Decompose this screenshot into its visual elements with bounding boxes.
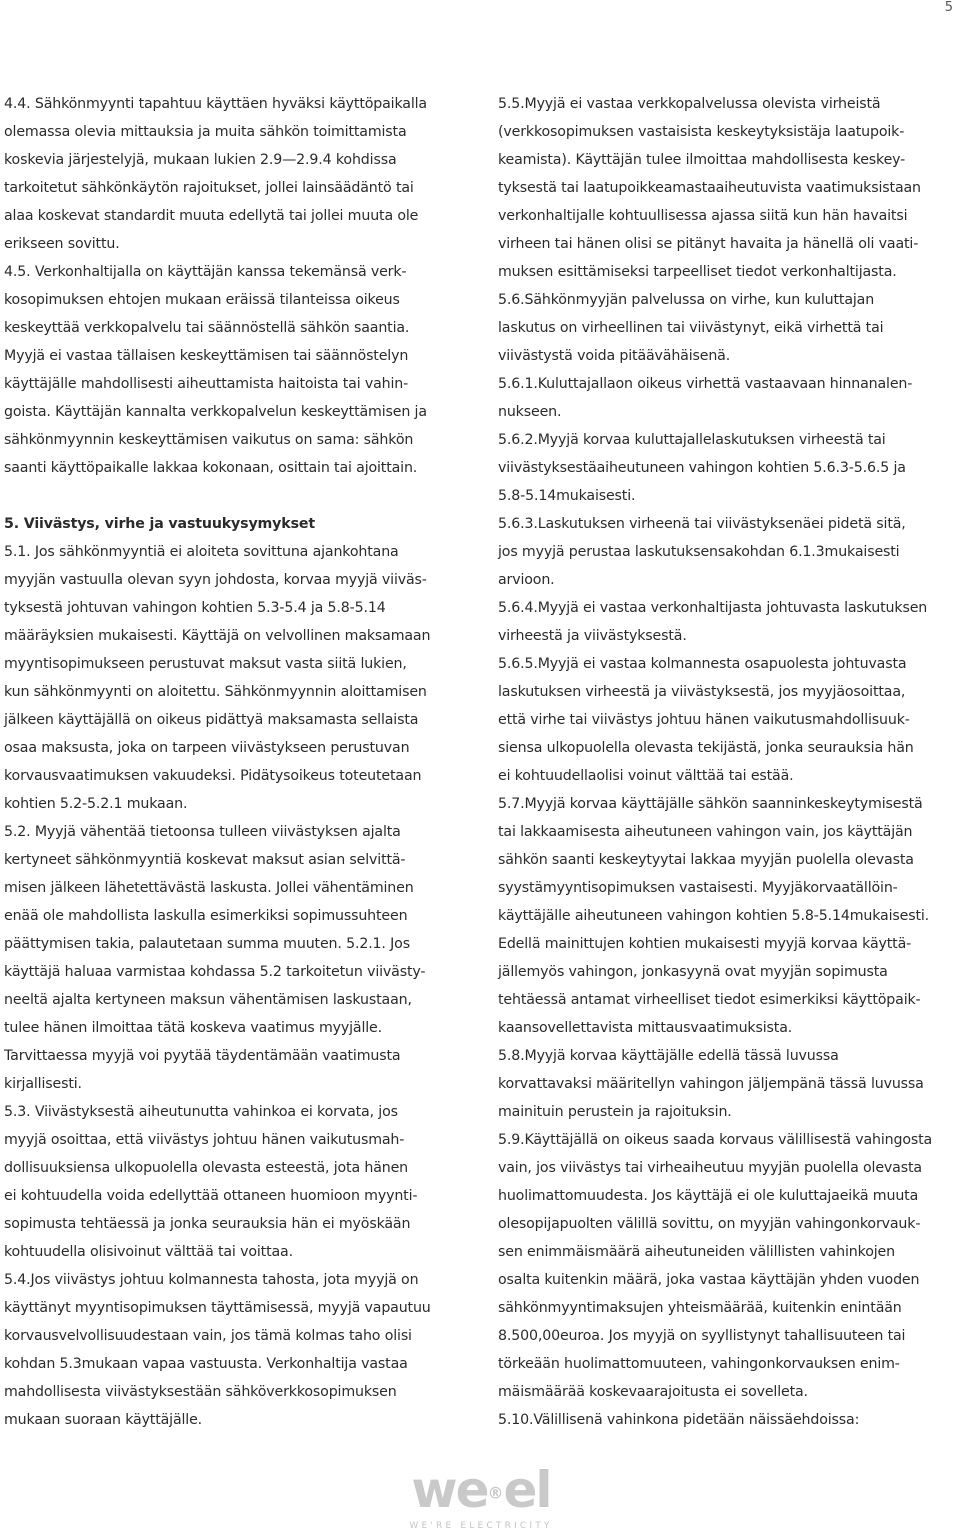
text-line: goista. Käyttäjän kannalta verkkopalvelun keskeyttämisen ja [4, 404, 427, 420]
text-line: osaa maksusta, joka on tarpeen viivästykseen perustuvan [4, 740, 410, 756]
text-line: käyttänyt myyntisopimuksen täyttämisessä, myyjä vapautuu [4, 1300, 431, 1316]
text-line: tarkoitetut sähkönkäytön rajoitukset, jollei lainsäädäntö tai [4, 180, 414, 196]
text-line: kirjallisesti. [4, 1076, 82, 1092]
text-line: (verkkosopimuksen vastaisista keskeytyksistäja laatupoik- [498, 124, 905, 140]
right-column [498, 90, 958, 1434]
text-line: tai lakkaamisesta aiheutuneen vahingon vain, jos käyttäjän [498, 824, 913, 840]
text-line: syystämyyntisopimuksen vastaisesti. Myyjäkorvaatällöin- [498, 880, 898, 896]
company-logo [408, 1461, 554, 1531]
text-line: jällemyös vahingon, jonkasyynä ovat myyjän sopimusta [498, 964, 888, 980]
text-line: koskevia järjestelyjä, mukaan lukien 2.9—2.9.4 kohdissa [4, 152, 397, 168]
text-line: käyttäjälle aiheutuneen vahingon kohtien 5.8-5.14mukaisesti. [498, 908, 930, 924]
text-line: korvattavaksi määritellyn vahingon jäljempänä tässä luvussa [498, 1076, 924, 1092]
text-line: 5.9.Käyttäjällä on oikeus saada korvaus välillisestä vahingosta [498, 1132, 933, 1148]
text-line: sen enimmäismäärä aiheutuneiden välillisten vahinkojen [498, 1244, 895, 1260]
text-line: dollisuuksiensa ulkopuolella olevasta esteestä, jota hänen [4, 1160, 409, 1176]
text-line: olesopijapuolten välillä sovittu, on myyjän vahingonkorvauk- [498, 1216, 921, 1232]
text-line: määräyksien mukaisesti. Käyttäjä on velvollinen maksamaan [4, 628, 431, 644]
text-line: vain, jos viivästys tai virheaiheutuu myyjän puolella olevasta [498, 1160, 922, 1176]
text-line: jos myyjä perustaa laskutuksensakohdan 6.1.3mukaisesti [498, 544, 900, 560]
text-line: keskeyttää verkkopalvelu tai säännöstellä sähkön saantia. [4, 320, 410, 336]
text-line: että virhe tai viivästys johtuu hänen vaikutusmahdollisuuk- [498, 712, 910, 728]
text-line: virheen tai hänen olisi se pitänyt havaita ja hänellä oli vaati- [498, 236, 919, 252]
text-line: myyjän vastuulla olevan syyn johdosta, korvaa myyjä viiväs- [4, 572, 427, 588]
text-line: Myyjä ei vastaa tällaisen keskeyttämisen tai säännöstelyn [4, 348, 409, 364]
text-line: sähkön saanti keskeytyytai lakkaa myyjän puolella olevasta [498, 852, 914, 868]
text-line: 5.3. Viivästyksestä aiheutunutta vahinkoa ei korvata, jos [4, 1104, 398, 1120]
text-line: 5.5.Myyjä ei vastaa verkkopalvelussa olevista virheistä [498, 96, 881, 112]
text-line: kosopimuksen ehtojen mukaan eräissä tilanteissa oikeus [4, 292, 400, 308]
text-line: kohtuudella olisivoinut välttää tai voittaa. [4, 1244, 293, 1260]
text-line: 5.6.4.Myyjä ei vastaa verkonhaltijasta johtuvasta laskutuksen [498, 600, 928, 616]
text-line: mäismäärää koskevaarajoitusta ei sovelleta. [498, 1384, 808, 1400]
text-line: kohtien 5.2-5.2.1 mukaan. [4, 796, 188, 812]
section-heading: 5. Viivästys, virhe ja vastuukysymykset [4, 516, 315, 532]
text-line: ei kohtuudellaolisi voinut välttää tai estää. [498, 768, 794, 784]
text-line: 5.10.Välillisenä vahinkona pidetään näissäehdoissa: [498, 1412, 860, 1428]
text-line: laskutus on virheellinen tai viivästynyt, eikä virhettä tai [498, 320, 884, 336]
text-line: käyttäjä haluaa varmistaa kohdassa 5.2 tarkoitetun viivästy- [4, 964, 426, 980]
text-line: misen jälkeen lähetettävästä laskusta. Jollei vähentäminen [4, 880, 414, 896]
text-line: kaansovellettavista mittausvaatimuksista. [498, 1020, 793, 1036]
logo-mark: we®el [411, 1461, 551, 1519]
text-line: alaa koskevat standardit muuta edellytä tai jollei muuta ole [4, 208, 419, 224]
text-line: huolimattomuudesta. Jos käyttäjä ei ole kuluttajaeikä muuta [498, 1188, 919, 1204]
text-line: mukaan suoraan käyttäjälle. [4, 1412, 203, 1428]
text-line: muksen esittämiseksi tarpeelliset tiedot verkonhaltijasta. [498, 264, 897, 280]
text-line: viivästystä voida pitäävähäisenä. [498, 348, 731, 364]
text-line: olemassa olevia mittauksia ja muita sähkön toimittamista [4, 124, 407, 140]
text-line: 5.7.Myyjä korvaa käyttäjälle sähkön saanninkeskeytymisestä [498, 796, 923, 812]
text-line [4, 482, 466, 510]
text-line: mainituin perustein ja rajoituksin. [498, 1104, 732, 1120]
text-line: 5.6.1.Kuluttajallaon oikeus virhettä vastaavaan hinnanalen- [498, 376, 913, 392]
text-line: virheestä ja viivästyksestä. [498, 628, 687, 644]
text-line: jälkeen käyttäjällä on oikeus pidättyä maksamasta sellaista [4, 712, 419, 728]
text-line: 5.6.5.Myyjä ei vastaa kolmannesta osapuolesta johtuvasta [498, 656, 907, 672]
text-line: enää ole mahdollista laskulla esimerkiksi sopimussuhteen [4, 908, 408, 924]
text-line: korvausvelvollisuudestaan vain, jos tämä kolmas taho olisi [4, 1328, 412, 1344]
text-line: kun sähkönmyynti on aloitettu. Sähkönmyynnin aloittamisen [4, 684, 427, 700]
page-number: 5 [944, 0, 953, 15]
text-line: myyjä osoittaa, että viivästys johtuu hänen vaikutusmah- [4, 1132, 405, 1148]
text-line: kohdan 5.3mukaan vapaa vastuusta. Verkonhaltija vastaa [4, 1356, 408, 1372]
text-line: keamista). Käyttäjän tulee ilmoittaa mahdollisesta keskey- [498, 152, 906, 168]
text-line: 5.2. Myyjä vähentää tietoonsa tulleen viivästyksen ajalta [4, 824, 401, 840]
text-line: käyttäjälle mahdollisesti aiheuttamista haitoista tai vahin- [4, 376, 409, 392]
text-line: sopimusta tehtäessä ja jonka seurauksia hän ei myöskään [4, 1216, 411, 1232]
text-line: arvioon. [498, 572, 555, 588]
text-line: mahdollisesta viivästyksestään sähköverkkosopimuksen [4, 1384, 397, 1400]
text-line: tehtäessä antamat virheelliset tiedot esimerkiksi käyttöpaik- [498, 992, 921, 1008]
text-line: tulee hänen ilmoittaa tätä koskeva vaatimus myyjälle. [4, 1020, 382, 1036]
text-line: 5.4.Jos viivästys johtuu kolmannesta tahosta, jota myyjä on [4, 1272, 419, 1288]
text-line: 5.6.2.Myyjä korvaa kuluttajallelaskutuksen virheestä tai [498, 432, 886, 448]
text-line: päättymisen takia, palautetaan summa muuten. 5.2.1. Jos [4, 936, 410, 952]
text-line: verkonhaltijalle kohtuullisessa ajassa siitä kun hän havaitsi [498, 208, 908, 224]
text-line: korvausvaatimuksen vakuudeksi. Pidätysoikeus toteutetaan [4, 768, 422, 784]
text-line: 8.500,00euroa. Jos myyjä on syyllistynyt tahallisuuteen tai [498, 1328, 906, 1344]
text-line: kertyneet sähkönmyyntiä koskevat maksut asian selvittä- [4, 852, 406, 868]
text-line: siensa ulkopuolella olevasta tekijästä, jonka seurauksia hän [498, 740, 914, 756]
text-line: 4.4. Sähkönmyynti tapahtuu käyttäen hyväksi käyttöpaikalla [4, 96, 427, 112]
logo-tagline: WE'RE ELECTRICITY [409, 1520, 553, 1531]
text-line: 5.6.Sähkönmyyjän palvelussa on virhe, kun kuluttajan [498, 292, 875, 308]
text-line: sähkönmyynnin keskeyttämisen vaikutus on sama: sähkön [4, 432, 414, 448]
text-line: 5.8.Myyjä korvaa käyttäjälle edellä tässä luvussa [498, 1048, 839, 1064]
text-line: saanti käyttöpaikalle lakkaa kokonaan, osittain tai ajoittain. [4, 460, 418, 476]
text-line: erikseen sovittu. [4, 236, 120, 252]
text-line: osalta kuitenkin määrä, joka vastaa käyttäjän yhden vuoden [498, 1272, 920, 1288]
left-column [4, 90, 466, 1434]
text-line: 5.1. Jos sähkönmyyntiä ei aloiteta sovittuna ajankohtana [4, 544, 399, 560]
text-line: tyksestä tai laatupoikkeamastaaiheutuvista vaatimuksistaan [498, 180, 921, 196]
text-line: törkeään huolimattomuuteen, vahingonkorvauksen enim- [498, 1356, 900, 1372]
text-line: neeltä ajalta kertyneen maksun vähentämisen laskustaan, [4, 992, 412, 1008]
text-line: nukseen. [498, 404, 562, 420]
text-line: 5.8-5.14mukaisesti. [498, 488, 636, 504]
text-line: sähkönmyyntimaksujen yhteismäärää, kuitenkin enintään [498, 1300, 902, 1316]
text-line: myyntisopimukseen perustuvat maksut vasta siitä lukien, [4, 656, 407, 672]
text-line: viivästyksestäaiheutuneen vahingon kohtien 5.6.3-5.6.5 ja [498, 460, 906, 476]
text-line: Tarvittaessa myyjä voi pyytää täydentämään vaatimusta [4, 1048, 401, 1064]
text-line: laskutuksen virheestä ja viivästyksestä, jos myyjäosoittaa, [498, 684, 906, 700]
text-line: 5.6.3.Laskutuksen virheenä tai viivästyksenäei pidetä sitä, [498, 516, 906, 532]
text-line: 4.5. Verkonhaltijalla on käyttäjän kanssa tekemänsä verk- [4, 264, 407, 280]
text-line: ei kohtuudella voida edellyttää ottaneen huomioon myynti- [4, 1188, 418, 1204]
text-line: tyksestä johtuvan vahingon kohtien 5.3-5.4 ja 5.8-5.14 [4, 600, 386, 616]
text-line: Edellä mainittujen kohtien mukaisesti myyjä korvaa käyttä- [498, 936, 912, 952]
